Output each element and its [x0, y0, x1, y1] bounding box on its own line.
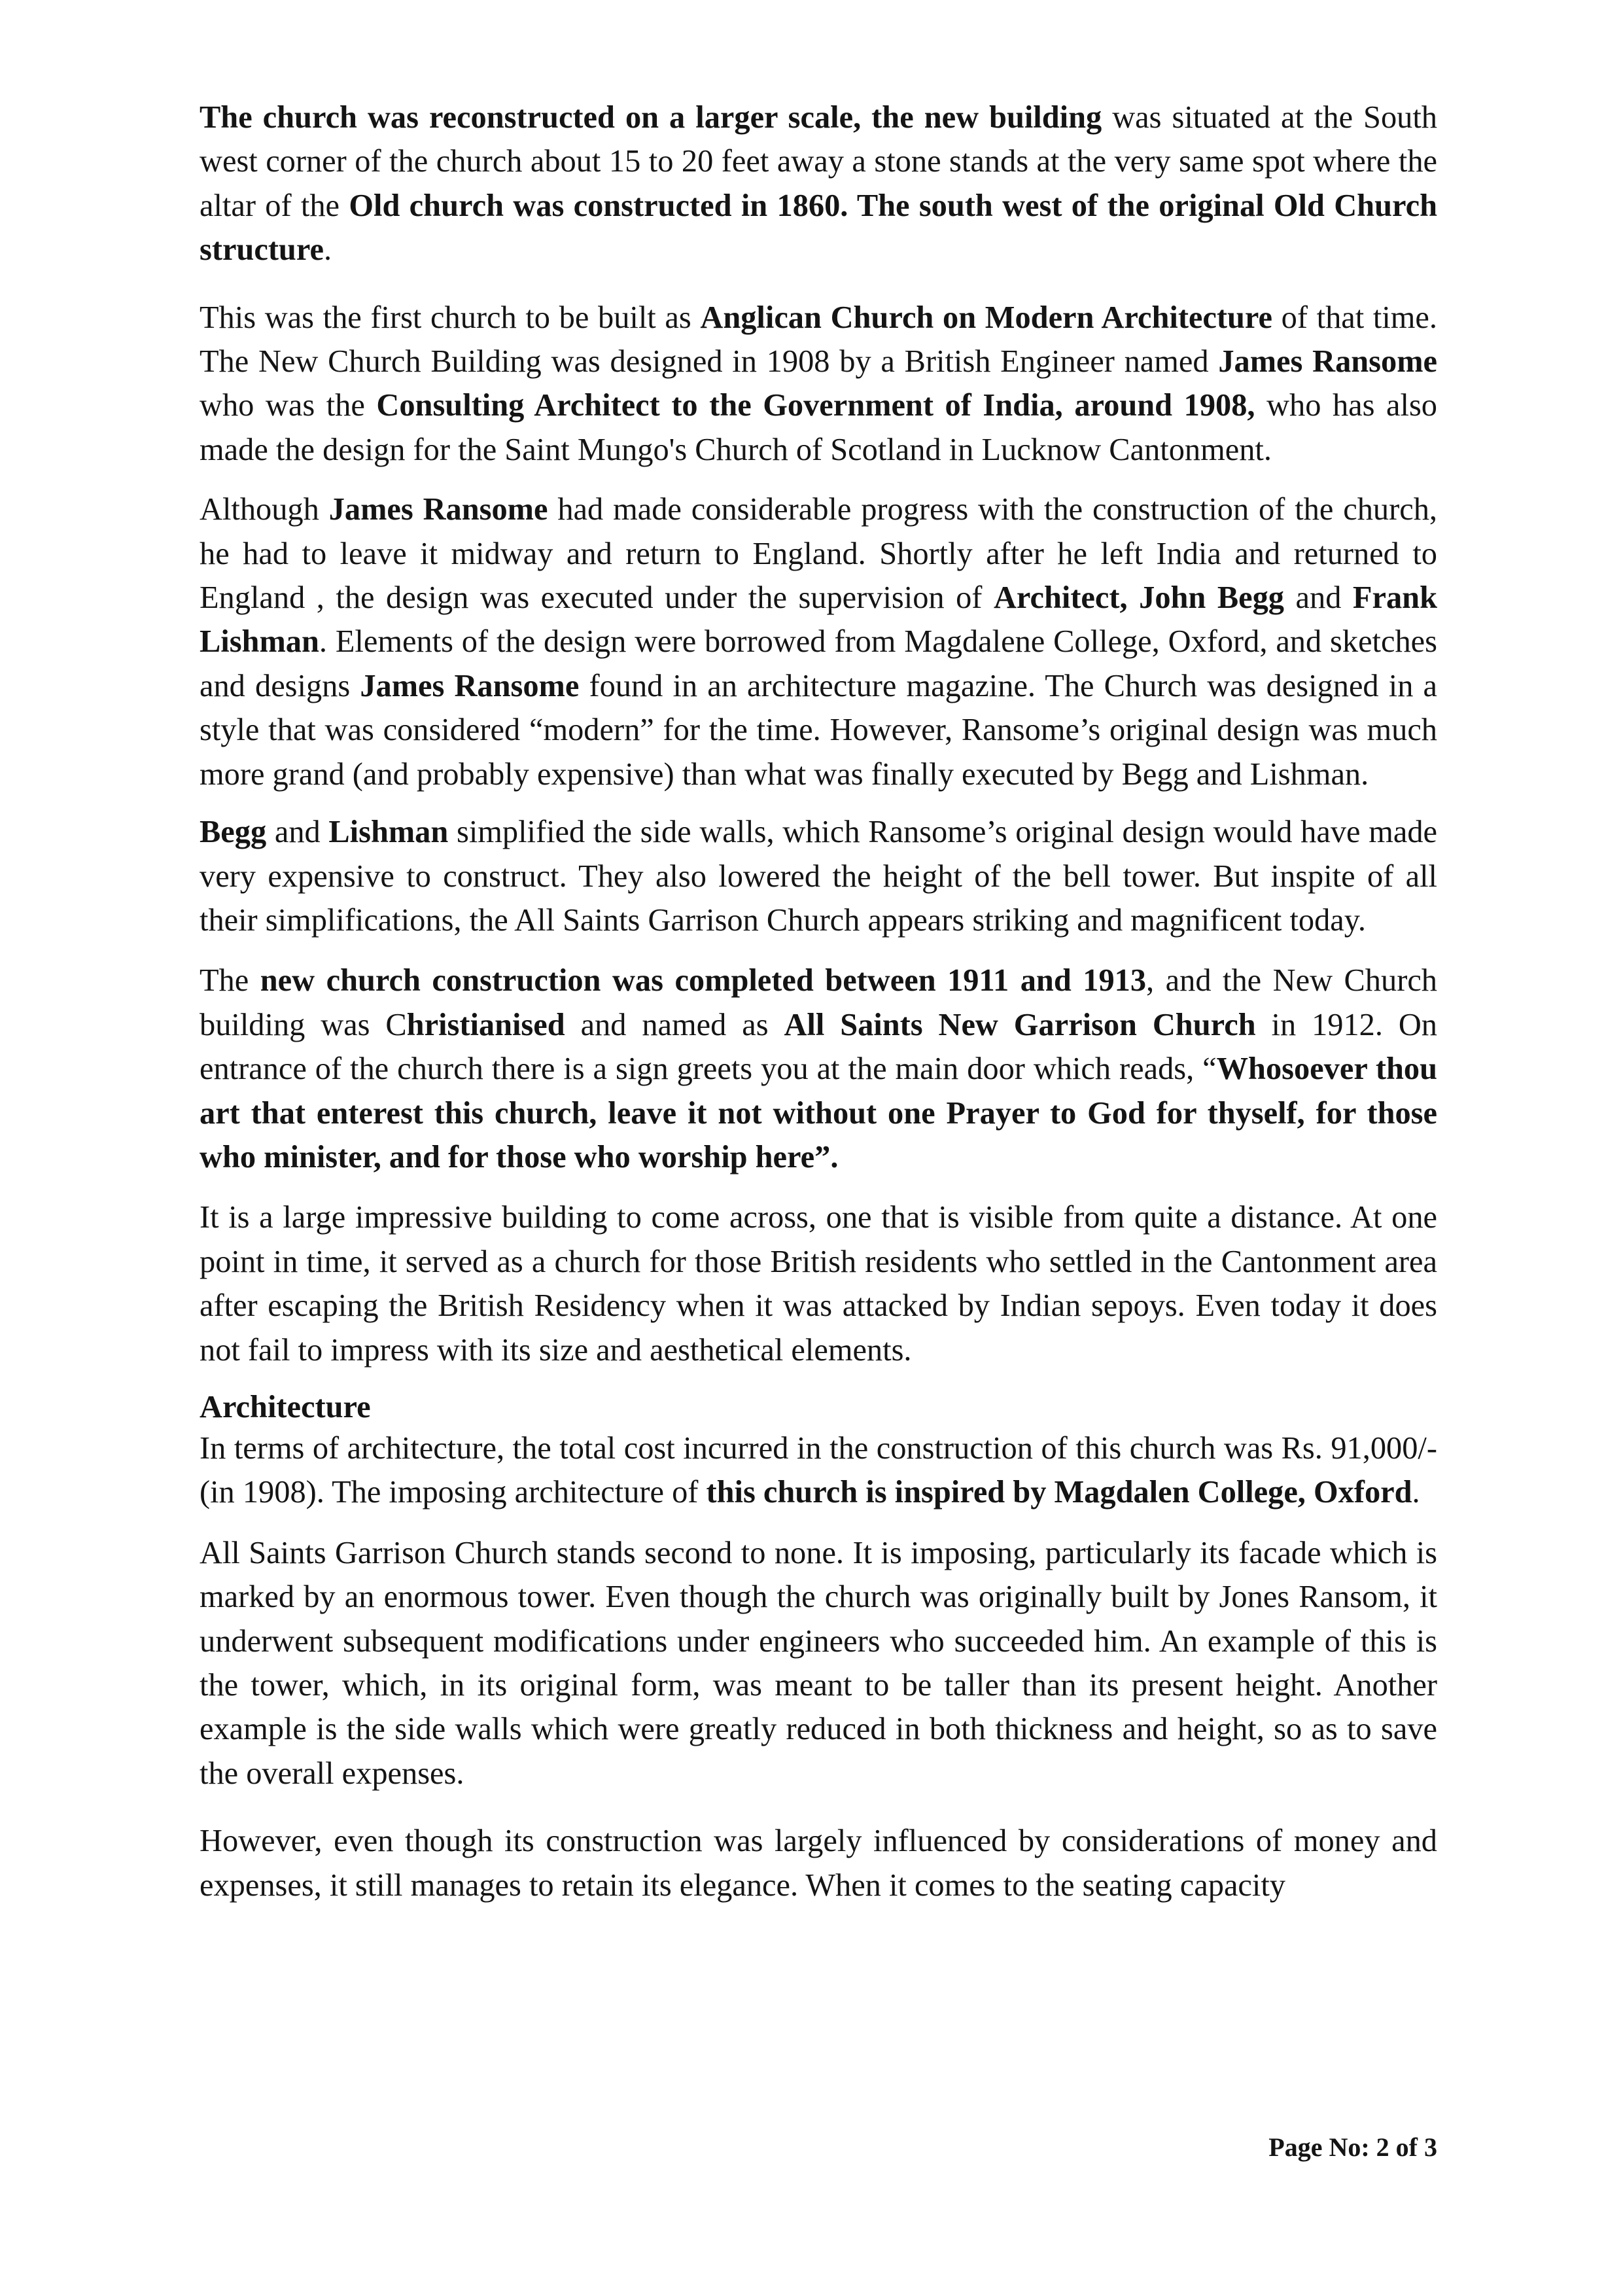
document-body — [200, 96, 1437, 1924]
paragraph-first-anglican-church — [200, 296, 1437, 472]
bold-text-run: All Saints New Garrison Church — [784, 1007, 1256, 1042]
paragraph-reconstruction — [200, 96, 1437, 272]
bold-text-run: The church was reconstructed on a larger scale, the new building — [200, 100, 1102, 135]
bold-text-run: Lishman — [328, 815, 449, 850]
text-run: However, even though its construction was largely influenced by considerations of money and expenses, it still manages to retain its elegance. When it comes to the seating capacity — [200, 1824, 1437, 1903]
text-run: The — [200, 963, 260, 998]
text-run: . Elements of the design were borrowed from Magdalene College, Oxford, and sketches and designs — [200, 624, 1437, 703]
paragraph-construction-completed — [200, 959, 1437, 1179]
bold-text-run: Old church was constructed in 1860. The south west of the original Old Church structure — [200, 188, 1437, 268]
text-run: This was the first church to be built as — [200, 300, 701, 335]
bold-text-run: Frank Lishman — [200, 580, 1437, 660]
paragraph-james-ransome — [200, 487, 1437, 796]
text-run: and named as — [565, 1007, 784, 1042]
text-run: In terms of architecture, the total cost incurred in the construction of this church was Rs. 91,000/- (in 1908). The imposing architecture of — [200, 1430, 1437, 1510]
bold-text-run: new church construction was completed between 1911 and 1913 — [260, 963, 1147, 998]
text-run: and — [1284, 580, 1353, 616]
text-run: found in an architecture magazine. The Church was designed in a style that was considered “modern” for the time. However, Ransome’s original design was much more grand (and probably expensive) than what was finally executed by Begg and Lishman. — [200, 668, 1437, 792]
section-heading-architecture: Architecture — [200, 1389, 371, 1424]
bold-text-run: Consulting Architect to the Government of India, around 1908, — [376, 388, 1255, 423]
text-run: and — [266, 815, 329, 850]
text-run: of that time. The New Church Building was designed in 1908 by a British Engineer named — [200, 300, 1437, 380]
bold-text-run: Begg — [200, 815, 267, 850]
paragraph-impressive-building — [200, 1195, 1437, 1372]
bold-text-run: James Ransome — [360, 668, 580, 703]
paragraph-begg-lishman — [200, 810, 1437, 942]
text-run: had made considerable progress with the construction of the church, he had to leave it midway and return to England. Shortly after he left India and returned to England , the design was executed under the supervision of — [200, 492, 1437, 616]
text-run: was situated at the South west corner of the church about 15 to 20 feet away a stone stands at the very same spot where the altar of the — [200, 100, 1437, 223]
bold-text-run: hristianised — [406, 1007, 565, 1042]
bold-text-run: Anglican Church on Modern Architecture — [700, 300, 1272, 335]
text-run: , and the New Church building was C — [200, 963, 1437, 1042]
bold-text-run: James Ransome — [1218, 344, 1437, 380]
text-run: simplified the side walls, which Ransome’s original design would have made very expensive to construct. They also lowered the height of the bell tower. But inspite of all their simplifications, the All Saints Garrison Church appears striking and magnificent today. — [200, 815, 1437, 938]
bold-text-run: Whosoever thou art that enterest this church, leave it not without one Prayer to God for thyself, for those who minister, and for those who worship here”. — [200, 1051, 1437, 1174]
bold-text-run: Architect, John Begg — [993, 580, 1285, 616]
paragraph-architecture-cost — [200, 1426, 1437, 1515]
text-run: . — [323, 232, 332, 268]
bold-text-run: James Ransome — [328, 492, 548, 527]
paragraph-elegance — [200, 1819, 1437, 1907]
text-run: who was the — [200, 388, 377, 423]
text-run: who has also made the design for the Saint Mungo's Church of Scotland in Lucknow Cantonment. — [200, 388, 1437, 467]
page-number: Page No: 2 of 3 — [1268, 2132, 1437, 2162]
text-run: It is a large impressive building to come across, one that is visible from quite a distance. At one point in time, it served as a church for those British residents who settled in the Cantonment area after escaping the British Residency when it was attacked by Indian sepoys. Even today it does not fail to impress with its size and aesthetical elements. — [200, 1200, 1437, 1368]
paragraph-second-to-none — [200, 1531, 1437, 1795]
text-run: in 1912. On entrance of the church there is a sign greets you at the main door which reads, “ — [200, 1007, 1437, 1087]
text-run: . — [1412, 1475, 1420, 1510]
text-run: Although — [200, 492, 329, 527]
bold-text-run: this church is inspired by Magdalen College, Oxford — [706, 1475, 1412, 1510]
text-run: All Saints Garrison Church stands second to none. It is imposing, particularly its facade which is marked by an enormous tower. Even though the church was originally built by Jones Ransom, it underwent subsequent modifications under engineers who succeeded him. An example of this is the tower, which, in its original form, was meant to be taller than its present height. Another example is the side walls which were greatly reduced in both thickness and height, so as to save the overall expenses. — [200, 1535, 1437, 1791]
